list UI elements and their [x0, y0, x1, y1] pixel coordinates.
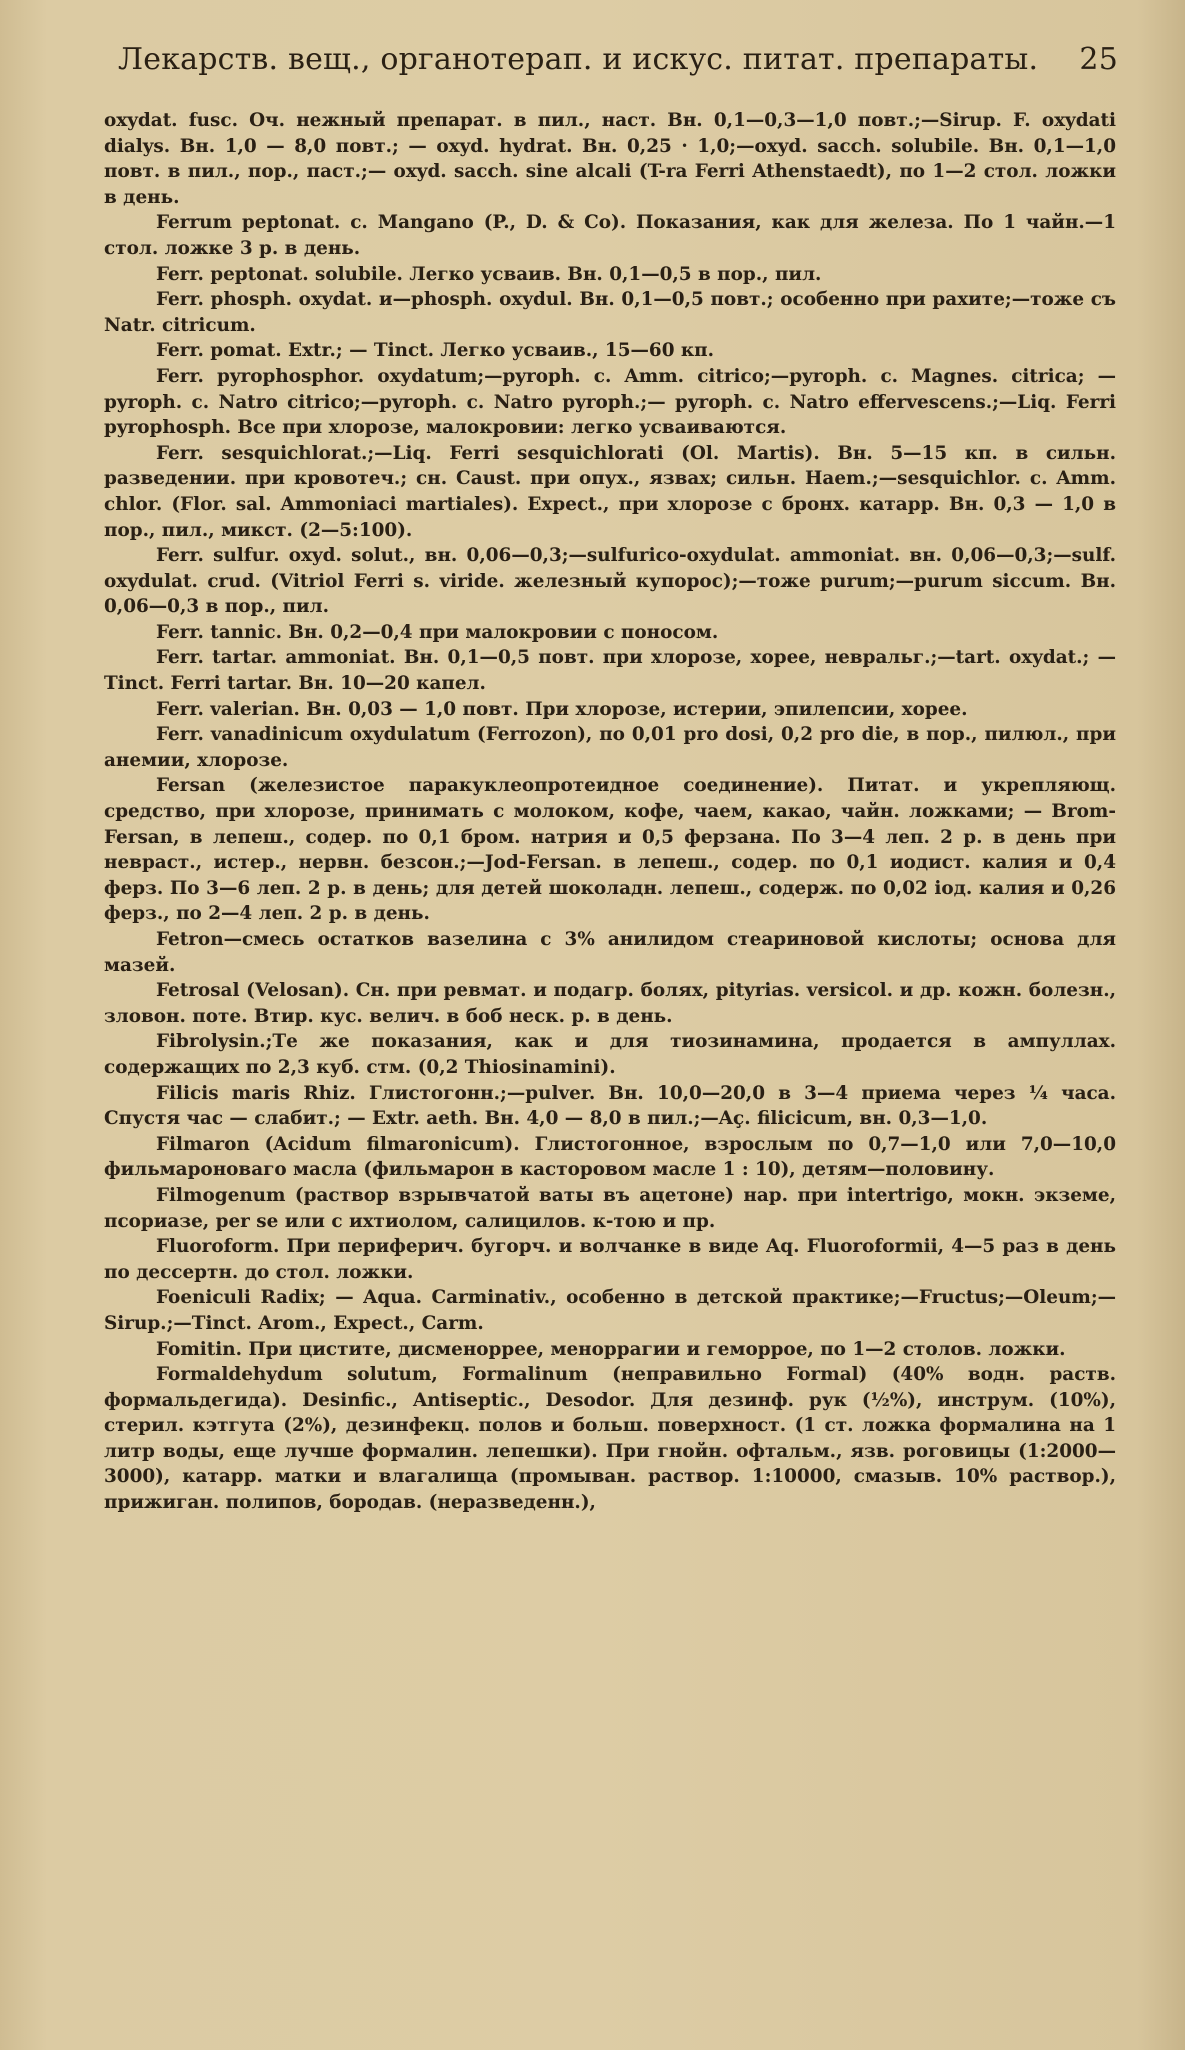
entry-paragraph: Foeniculi Radix; — Aqua. Carminativ., особенно в детской практике;—Fructus;—Oleum;—Sirup.;—Tinct. Arom., Expect., Carm. — [104, 1287, 1116, 1334]
entry-paragraph: oxydat. fusc. Оч. нежный препарат. в пил., наст. Вн. 0,1—0,3—1,0 повт.;—Sirup. F. oxydati dialys. Вн. 1,0 — 8,0 повт.; — oxyd. hydrat. Вн. 0,25 · 1,0;—oxyd. sacch. solubile. Вн. 0,1—1,0 повт. в пил., пор., паст.;— oxyd. sacch. sine alcali (T-ra Ferri Athenstaedt), по 1—2 стол. ложки в день. — [104, 110, 1116, 208]
entry-paragraph: Fetron—смесь остатков вазелина с 3% анилидом стеариновой кислоты; основа для мазей. — [104, 929, 1116, 976]
entry-paragraph: Ferr. pomat. Extr.; — Tinct. Легко усваив., 15—60 кп. — [156, 340, 715, 362]
running-title: Лекарств. вещ., органотерап. и искус. питат. препараты. — [118, 42, 1039, 77]
entry-paragraph: Fomitin. При цистите, дисменоррее, меноррагии и геморрое, по 1—2 столов. ложки. — [156, 1338, 1066, 1360]
entry-paragraph: Fibrolysin.;Те же показания, как и для тиозинамина, продается в ампуллах. содержащих по 2,3 куб. стм. (0,2 Thiosinamini). — [104, 1031, 1116, 1078]
entry-paragraph: Ferr. valerian. Вн. 0,03 — 1,0 повт. При хлорозе, истерии, эпилепсии, хорее. — [156, 698, 968, 720]
text-body — [104, 108, 1116, 2023]
entry-paragraph: Formaldehydum solutum, Formalinum (неправильно Formal) (40% водн. раств. формальдегида). Desinfic., Antiseptic., Desodor. Для дезинф. рук (½%), инструм. (10%), стерил. кэтгута (2%), дезинфекц. полов и больш. поверхност. (1 ст. ложка формалина на 1 литр воды, еще лучше формалин. лепешки). При гнойн. офтальм., язв. роговицы (1:2000—3000), катарр. матки и влагалища (промыван. раствор. 1:10000, смазыв. 10% раствор.), прижиган. полипов, бородав. (неразведенн.), — [104, 1364, 1116, 1514]
entry-paragraph: Filicis maris Rhiz. Глистогонн.;—pulver. Вн. 10,0—20,0 в 3—4 приема через ¼ часа. Спустя час — слабит.; — Extr. aeth. Вн. 4,0 — 8,0 в пил.;—Aç. filicicum, вн. 0,3—1,0. — [104, 1082, 1116, 1130]
entry-paragraph: Ferr. peptonat. solubile. Легко усваив. Вн. 0,1—0,5 в пор., пил. — [156, 263, 822, 285]
entry-paragraph: Ferr. sesquichlorat.;—Liq. Ferri sesquichlorati (Ol. Martis). Вн. 5—15 кп. в сильн. разведении. при кровотеч.; сн. Caust. при опух., язвах; сильн. Haem.;—sesquichlor. c. Amm. chlor. (Flor. sal. Ammoniaci martiales). Expect., при хлорозе с бронх. катарр. Вн. 0,3 — 1,0 в пор., пил., микст. (2—5:100). — [104, 442, 1116, 541]
page-number: 25 — [1079, 42, 1118, 77]
page-header — [118, 42, 1118, 82]
entry-paragraph: Fersan (железистое паракуклеопротеидное соединение). Питат. и укрепляющ. средство, при хлорозе, принимать с молоком, кофе, чаем, какао, чайн. ложками; — Brom-Fersan, в лепеш., содер. по 0,1 бром. натрия и 0,5 ферзана. По 3—4 леп. 2 р. в день при неврaст., истер., нервн. безсон.;—Jod-Fersan. в лепеш., содер. по 0,1 иодист. калия и 0,4 ферз. По 3—6 леп. 2 р. в день; для детей шоколадн. лепеш., содерж. по 0,02 iод. калия и 0,26 ферз., по 2—4 леп. 2 р. в день. — [104, 775, 1116, 925]
entry-paragraph: Ferr. phosph. oxydat. и—phosph. oxydul. Вн. 0,1—0,5 повт.; особенно при рахите;—тоже съ Natr. citricum. — [104, 289, 1116, 336]
entry-paragraph: Filmogenum (раствор взрывчатой ваты въ ацетоне) нар. при intertrigo, мокн. экземе, псориазе, per se или с ихтиолом, салицилов. к-тою и пр. — [104, 1184, 1116, 1232]
entry-paragraph: Ferr. tannic. Вн. 0,2—0,4 при малокровии с поносом. — [156, 621, 719, 643]
entry-paragraph: Ferr. tartar. ammoniat. Вн. 0,1—0,5 повт. при хлорозе, хорее, невральг.;—tart. oxydat.; — Tinct. Ferri tartar. Вн. 10—20 капел. — [104, 647, 1116, 695]
entry-paragraph: Ferr. pyrophosphor. oxydatum;—pyroph. c. Amm. citrico;—pyroph. c. Magnes. citrica; — pyroph. c. Natro citrico;—pyroph. c. Natro pyroph.;— pyroph. c. Natro effervescens.;—Liq. Ferri pyrophosph. Все при хлорозе, малокровии: легко усваиваются. — [104, 365, 1116, 439]
entry-paragraph: Fluoroform. При периферич. бугорч. и волчанке в виде Aq. Fluoroformii, 4—5 раз в день по дессертн. до стол. ложки. — [104, 1236, 1116, 1283]
entry-paragraph: Fetrosal (Velosan). Сн. при ревмат. и подагр. болях, pityrias. versicol. и др. кожн. болезн., зловон. поте. Втир. кус. велич. в боб неск. р. в день. — [104, 980, 1116, 1027]
entry-paragraph: Ferrum peptonat. c. Mangano (P., D. & Co). Показания, как для железа. По 1 чайн.—1 стол. ложке 3 р. в день. — [104, 212, 1116, 259]
entry-paragraph: Ferr. sulfur. oxyd. solut., вн. 0,06—0,3;—sulfurico-oxydulat. ammoniat. вн. 0,06—0,3;—sulf. oxydulat. crud. (Vitriol Ferri s. viride. железный купорос);—тоже purum;—purum siccum. Вн. 0,06—0,3 в пор., пил. — [104, 545, 1116, 618]
entry-paragraph: Filmaron (Acidum filmaronicum). Глистогонное, взрослым по 0,7—1,0 или 7,0—10,0 фильмароноваго масла (фильмарон в касторовом масле 1 : 10), детям—половину. — [104, 1133, 1116, 1181]
entry-paragraph: Ferr. vanadinicum oxydulatum (Ferrozon), по 0,01 pro dosi, 0,2 pro die, в пор., пилюл., при анемии, хлорозе. — [104, 724, 1116, 771]
